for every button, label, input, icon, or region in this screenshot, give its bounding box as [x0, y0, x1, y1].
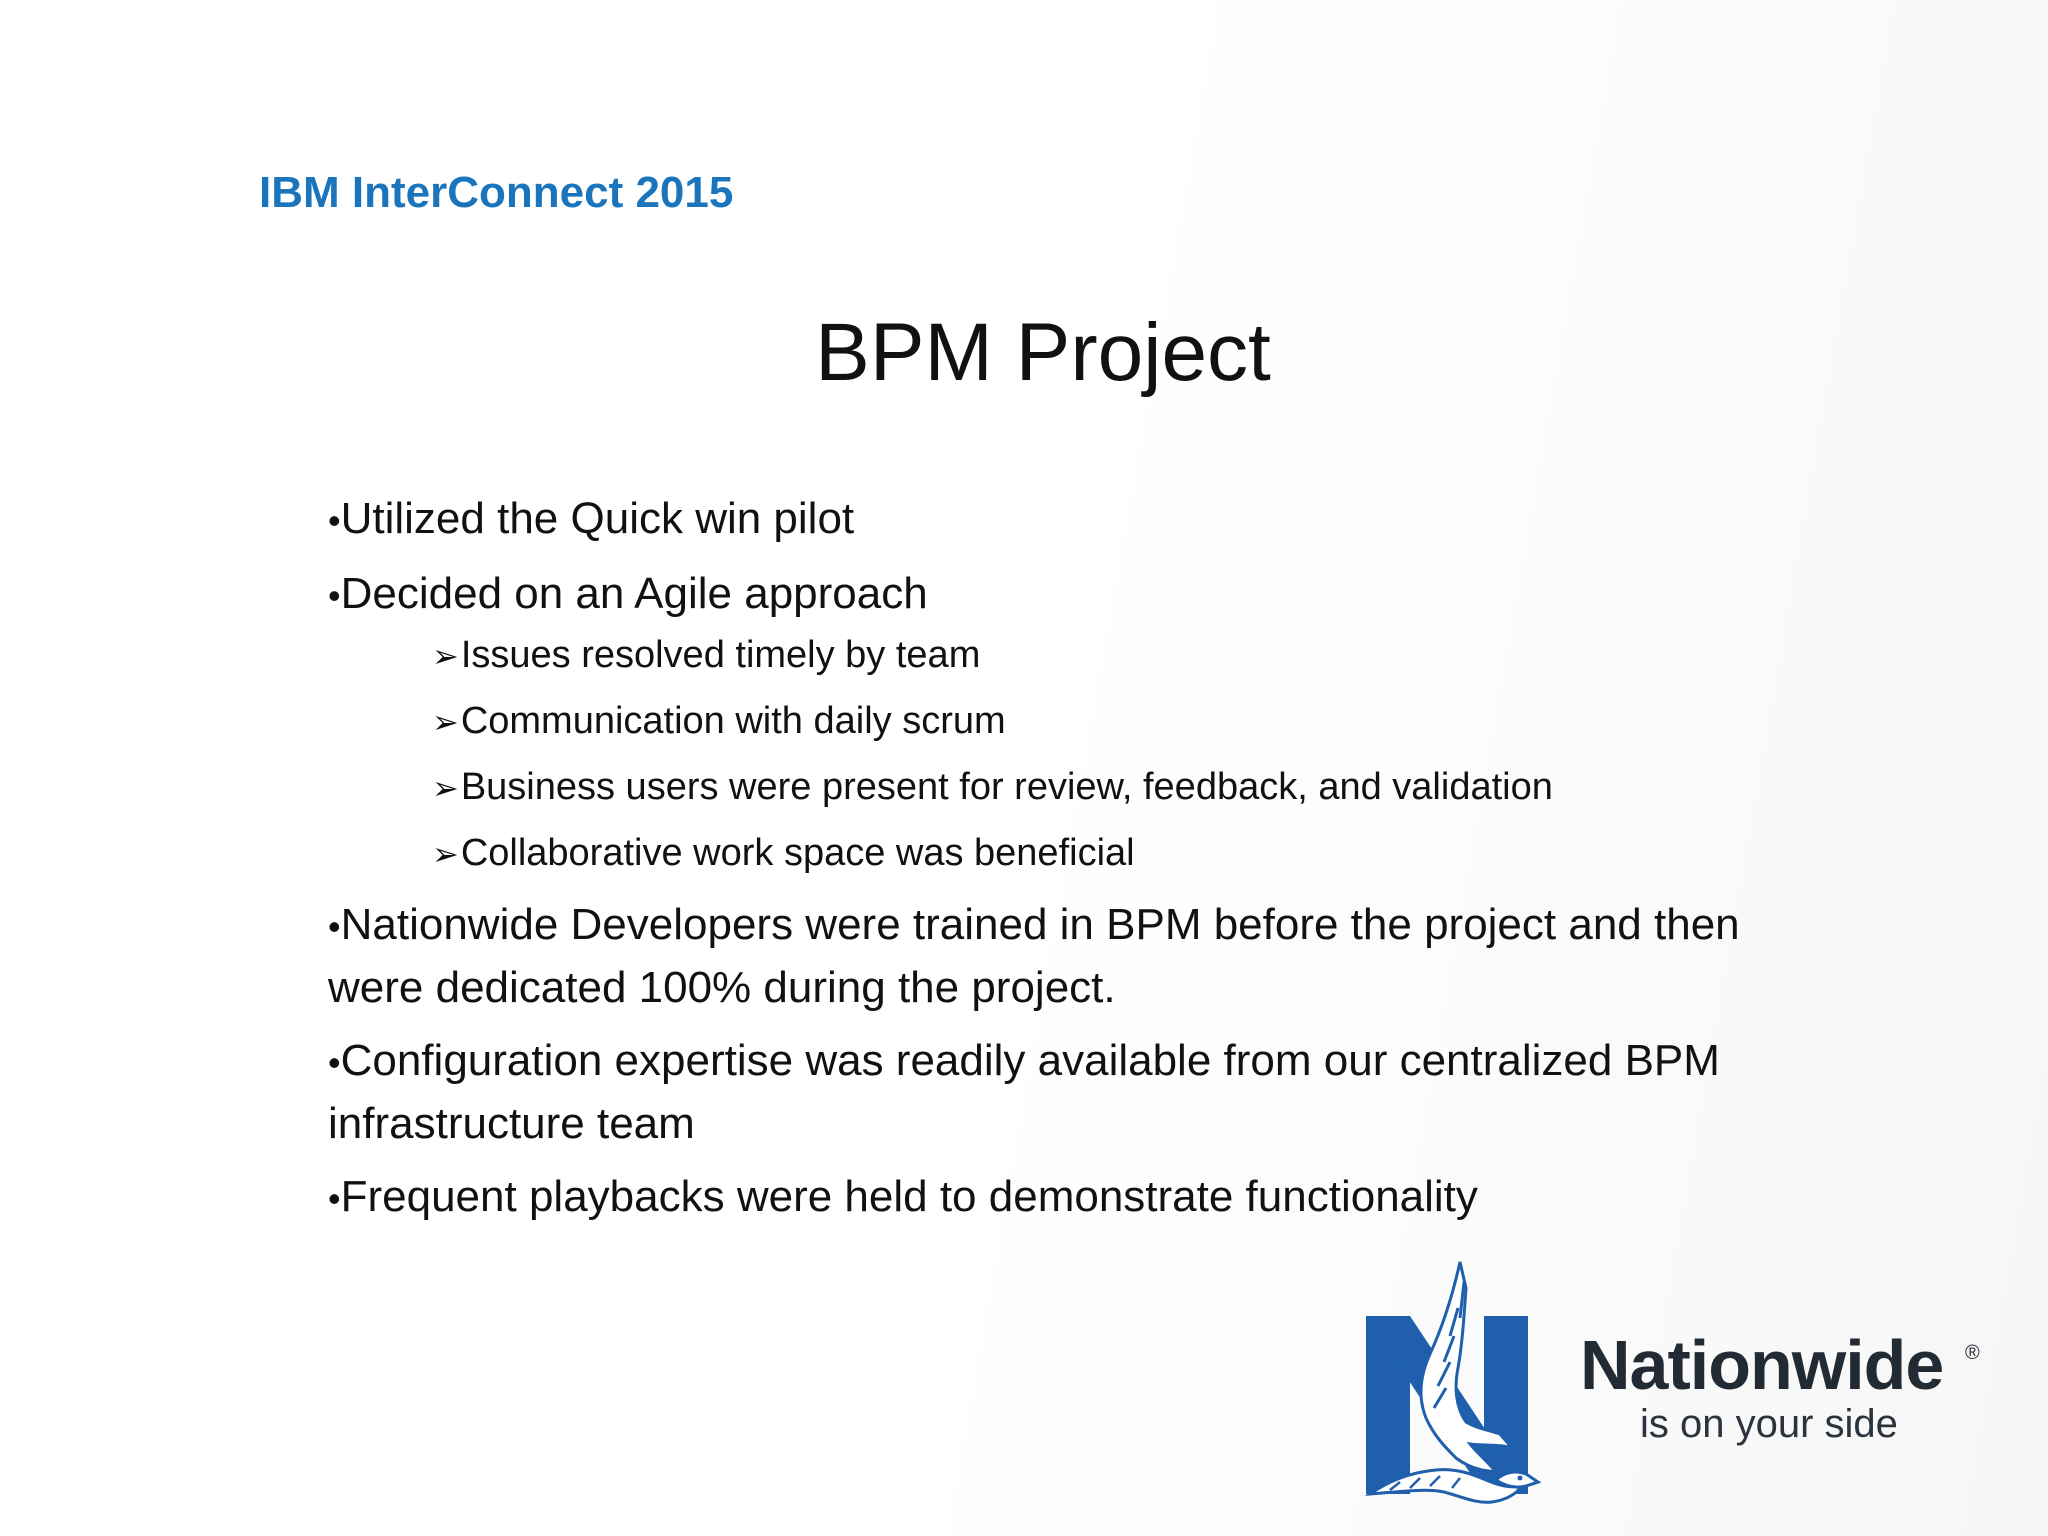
bullet-dot: •	[328, 1042, 341, 1083]
bullet-item	[328, 894, 1748, 1018]
sub-bullet-list	[328, 630, 1748, 879]
sub-bullet-item	[432, 696, 1748, 747]
bullet-item	[328, 563, 1748, 626]
logo-tagline: is on your side	[1640, 1402, 1898, 1446]
arrow-bullet-icon: ➢	[432, 836, 459, 872]
sub-bullet-text: Collaborative work space was beneficial	[460, 832, 1135, 874]
bullet-text: Configuration expertise was readily available from our centralized BPM infrastructure team	[328, 1036, 1720, 1148]
bullet-dot: •	[328, 906, 341, 947]
registered-mark: ®	[1965, 1342, 1980, 1364]
bullet-text: Decided on an Agile approach	[340, 569, 928, 618]
bullet-dot: •	[328, 500, 341, 541]
bullet-text: Utilized the Quick win pilot	[340, 494, 855, 543]
arrow-bullet-icon: ➢	[432, 638, 459, 674]
sub-bullet-text: Communication with daily scrum	[460, 700, 1006, 742]
arrow-bullet-icon: ➢	[432, 704, 459, 740]
nationwide-eagle-n-icon	[1366, 1262, 1538, 1502]
bullet-item	[328, 1030, 1748, 1154]
bullet-text: Frequent playbacks were held to demonstrate functionality	[340, 1172, 1478, 1221]
logo-wordmark: Nationwide	[1580, 1326, 1944, 1404]
bullet-item	[328, 1166, 1748, 1229]
bullet-dot: •	[328, 575, 341, 616]
slide-title: BPM Project	[815, 307, 1271, 398]
sub-bullet-item	[432, 762, 1748, 813]
sub-bullet-group	[328, 630, 1748, 879]
arrow-bullet-icon: ➢	[432, 770, 459, 806]
sub-bullet-item	[432, 828, 1748, 879]
bullet-text: Nationwide Developers were trained in BPM before the project and then were dedicated 100% during the project.	[328, 900, 1740, 1012]
bullet-item	[328, 488, 1748, 551]
bullet-list	[328, 488, 1748, 1241]
conference-label: IBM InterConnect 2015	[259, 168, 734, 217]
sub-bullet-item	[432, 630, 1748, 681]
sub-bullet-text: Business users were present for review, feedback, and validation	[460, 766, 1553, 808]
bullet-dot: •	[328, 1178, 341, 1219]
sub-bullet-text: Issues resolved timely by team	[460, 634, 981, 676]
